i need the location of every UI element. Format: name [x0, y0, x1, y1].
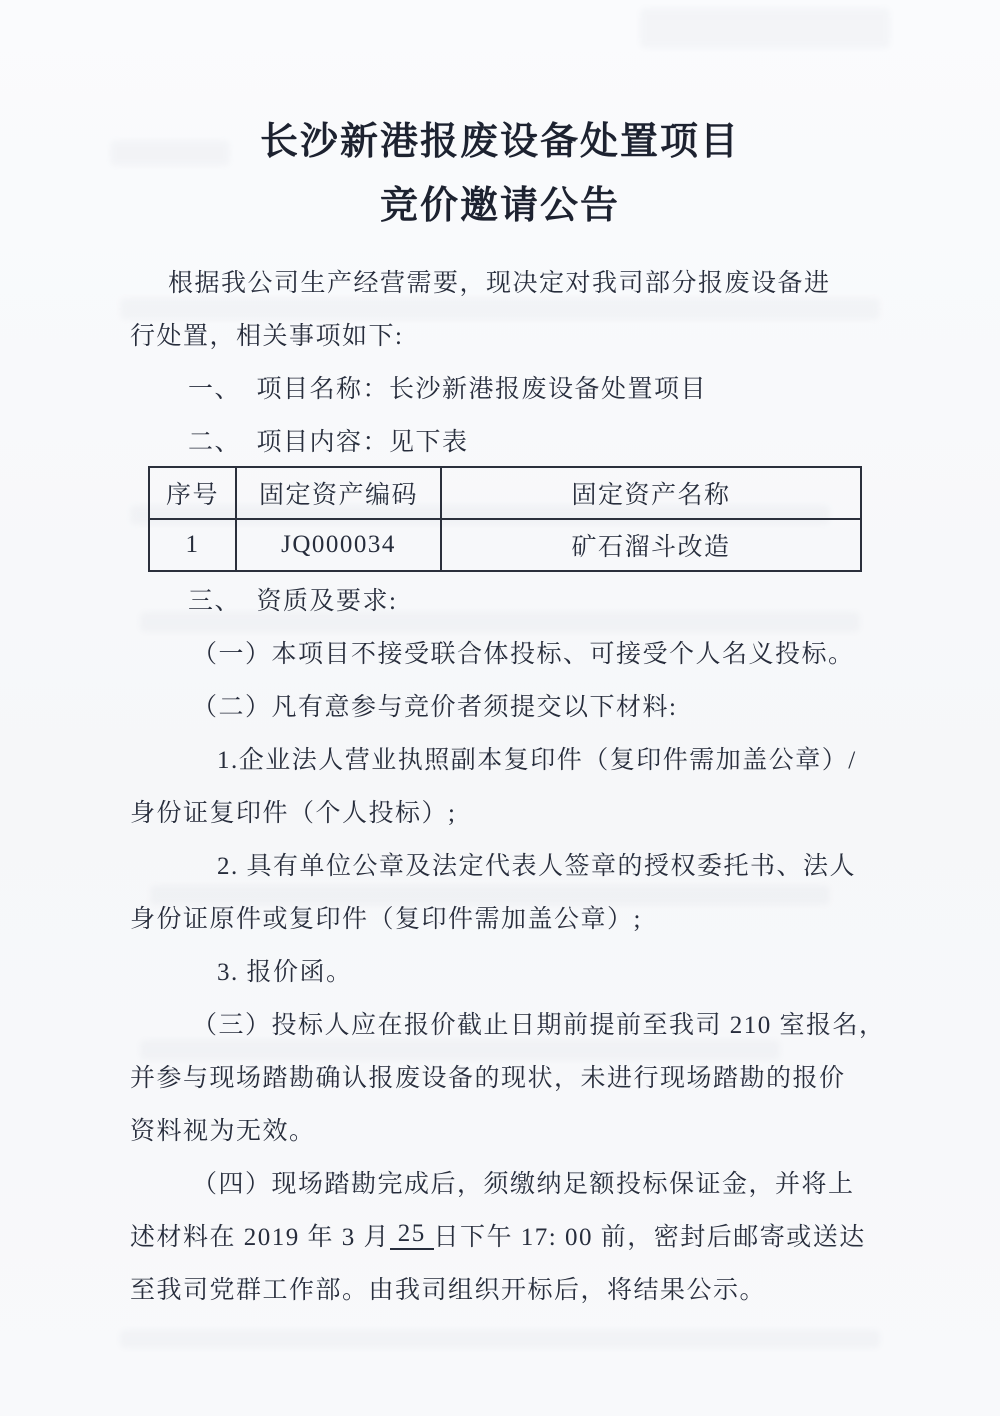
requirement-3-line-3: 资料视为无效。	[130, 1117, 316, 1145]
intro-line-1: 根据我公司生产经营需要，现决定对我司部分报废设备进	[168, 269, 831, 297]
cell-seq: 1	[149, 519, 236, 571]
asset-table	[148, 466, 862, 572]
item-qualifications: 三、 资质及要求:	[188, 587, 398, 615]
requirement-2: （二）凡有意参与竞价者须提交以下材料:	[192, 693, 678, 721]
material-2-line-2: 身份证原件或复印件（复印件需加盖公章）;	[130, 905, 642, 933]
material-1-line-2: 身份证复印件（个人投标）;	[130, 799, 457, 827]
table-header-asset-name: 固定资产名称	[441, 467, 861, 519]
deadline-pre-text: 述材料在 2019 年 3 月	[130, 1223, 391, 1251]
deadline-post-text: 日下午 17: 00 前，密封后邮寄或送达	[433, 1223, 866, 1251]
material-3: 3. 报价函。	[217, 958, 353, 986]
document-body	[130, 254, 886, 1314]
table-row	[149, 519, 861, 571]
table-header-asset-code: 固定资产编码	[236, 467, 441, 519]
intro-line-2: 行处置，相关事项如下:	[130, 322, 404, 350]
material-2-line-1: 2. 具有单位公章及法定代表人签章的授权委托书、法人	[217, 852, 857, 880]
cell-asset-code: JQ000034	[236, 519, 441, 571]
requirement-3-line-1: （三）投标人应在报价截止日期前提前至我司 210 室报名，	[192, 1011, 886, 1039]
asset-table-header-row	[149, 467, 861, 519]
deadline-day-underlined: 25	[390, 1220, 434, 1250]
item-project-content: 二、 项目内容：见下表	[188, 428, 469, 456]
bleedthrough-artifact	[120, 1330, 880, 1348]
cell-asset-name: 矿石溜斗改造	[441, 519, 861, 571]
requirement-4-line-1: （四）现场踏勘完成后，须缴纳足额投标保证金，并将上	[192, 1170, 855, 1198]
requirement-3-line-2: 并参与现场踏勘确认报废设备的现状，未进行现场踏勘的报价	[130, 1064, 846, 1092]
requirement-1: （一）本项目不接受联合体投标、可接受个人名义投标。	[192, 640, 855, 668]
material-1-line-1: 1.企业法人营业执照副本复印件（复印件需加盖公章）/	[217, 746, 857, 774]
document-title-line2: 竞价邀请公告	[379, 185, 620, 227]
requirement-4-line-3: 至我司党群工作部。由我司组织开标后，将结果公示。	[130, 1276, 767, 1304]
document-title-block	[0, 0, 1000, 238]
item-project-name: 一、 项目名称：长沙新港报废设备处置项目	[188, 375, 708, 403]
table-header-seq: 序号	[149, 467, 236, 519]
requirement-4-deadline-line	[130, 1208, 882, 1261]
document-title-line1: 长沙新港报废设备处置项目	[259, 121, 740, 163]
